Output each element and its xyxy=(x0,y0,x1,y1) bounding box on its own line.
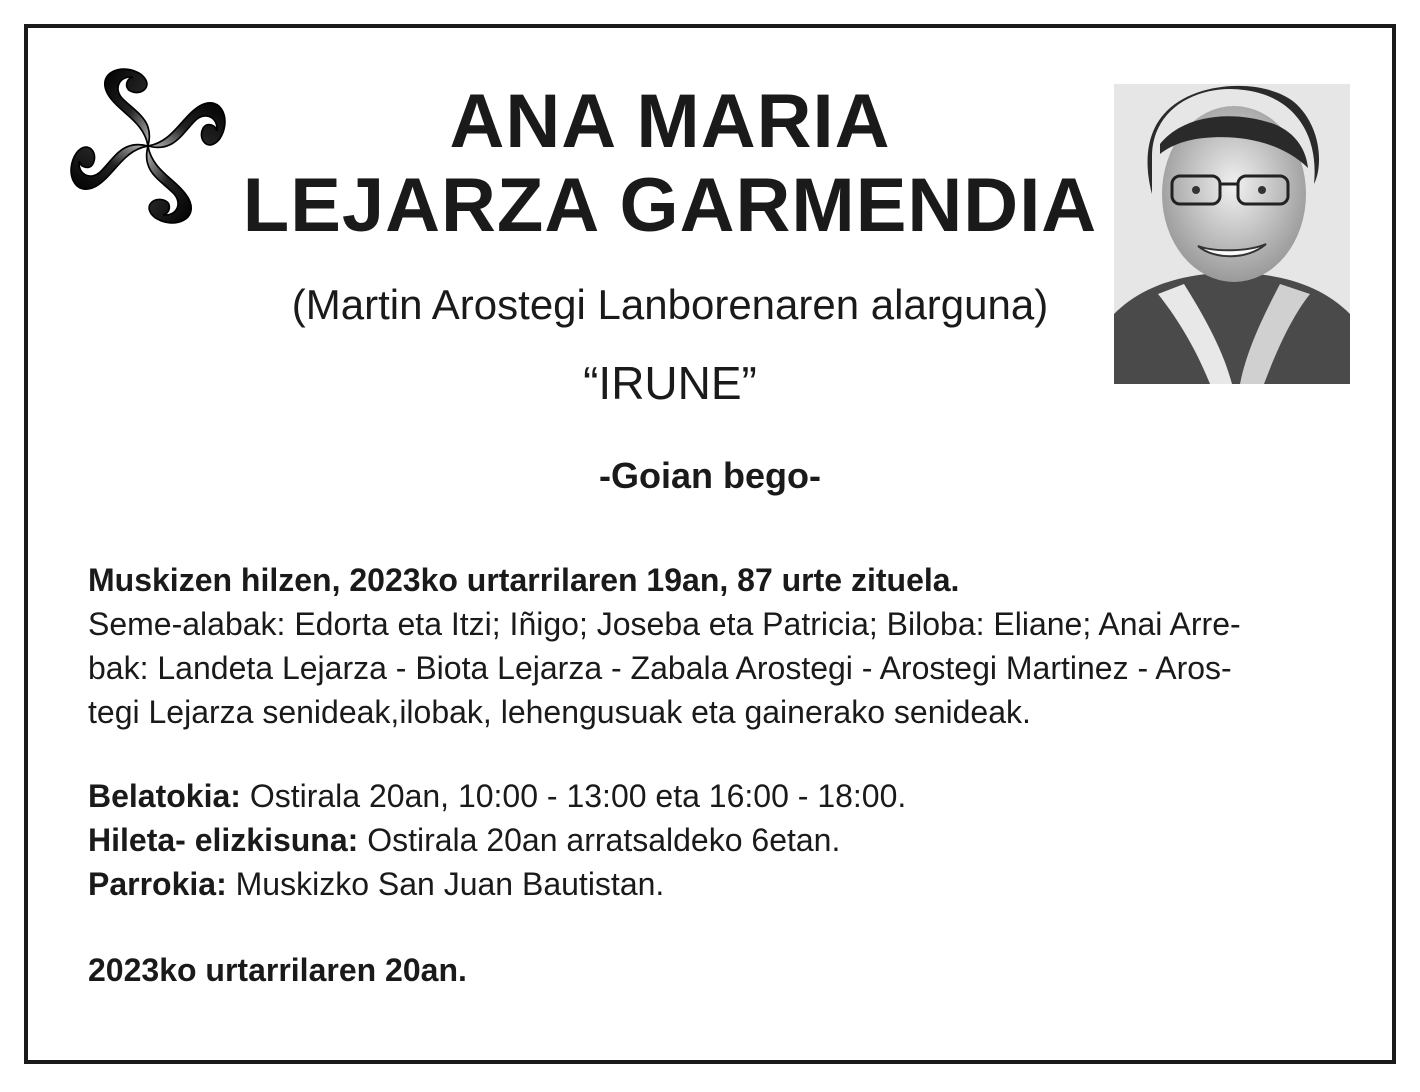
lauburu-icon xyxy=(64,62,232,230)
family-line: tegi Lejarza senideak,ilobak, lehengusuak eta gainerako senideak. xyxy=(88,694,1031,730)
parish-label: Parrokia: xyxy=(88,866,227,902)
parish-value: Muskizko San Juan Bautistan. xyxy=(226,866,665,902)
spouse-line: (Martin Arostegi Lanborenaren alarguna) xyxy=(291,281,1049,328)
family-line: bak: Landeta Lejarza - Biota Lejarza - Zabala Arostegi - Arostegi Martinez - Aros- xyxy=(88,650,1232,686)
deceased-first-name: ANA MARIA xyxy=(449,79,891,164)
funeral-label: Hileta- elizkisuna: xyxy=(88,822,359,858)
deceased-surnames: LEJARZA GARMENDIA xyxy=(242,163,1098,248)
wake-label: Belatokia: xyxy=(88,778,241,814)
wake-line xyxy=(88,774,1348,818)
death-paragraph xyxy=(88,558,1348,734)
publication-date: 2023ko urtarrilaren 20an. xyxy=(88,952,467,988)
nickname: “IRUNE” xyxy=(583,357,757,409)
funeral-value: Ostirala 20an arratsaldeko 6etan. xyxy=(358,822,841,858)
rest-in-peace: -Goian bego- xyxy=(599,455,821,496)
death-notice: Muskizen hilzen, 2023ko urtarrilaren 19an, 87 urte zituela. xyxy=(88,562,960,598)
portrait-photo xyxy=(1114,84,1350,384)
funeral-line xyxy=(88,818,1348,862)
parish-line xyxy=(88,862,1348,906)
wake-value: Ostirala 20an, 10:00 - 13:00 eta 16:00 - 18:00. xyxy=(240,778,907,814)
services-paragraph xyxy=(88,774,1348,906)
family-line: Seme-alabak: Edorta eta Itzi; Iñigo; Joseba eta Patricia; Biloba: Eliane; Anai Arre- xyxy=(88,606,1241,642)
